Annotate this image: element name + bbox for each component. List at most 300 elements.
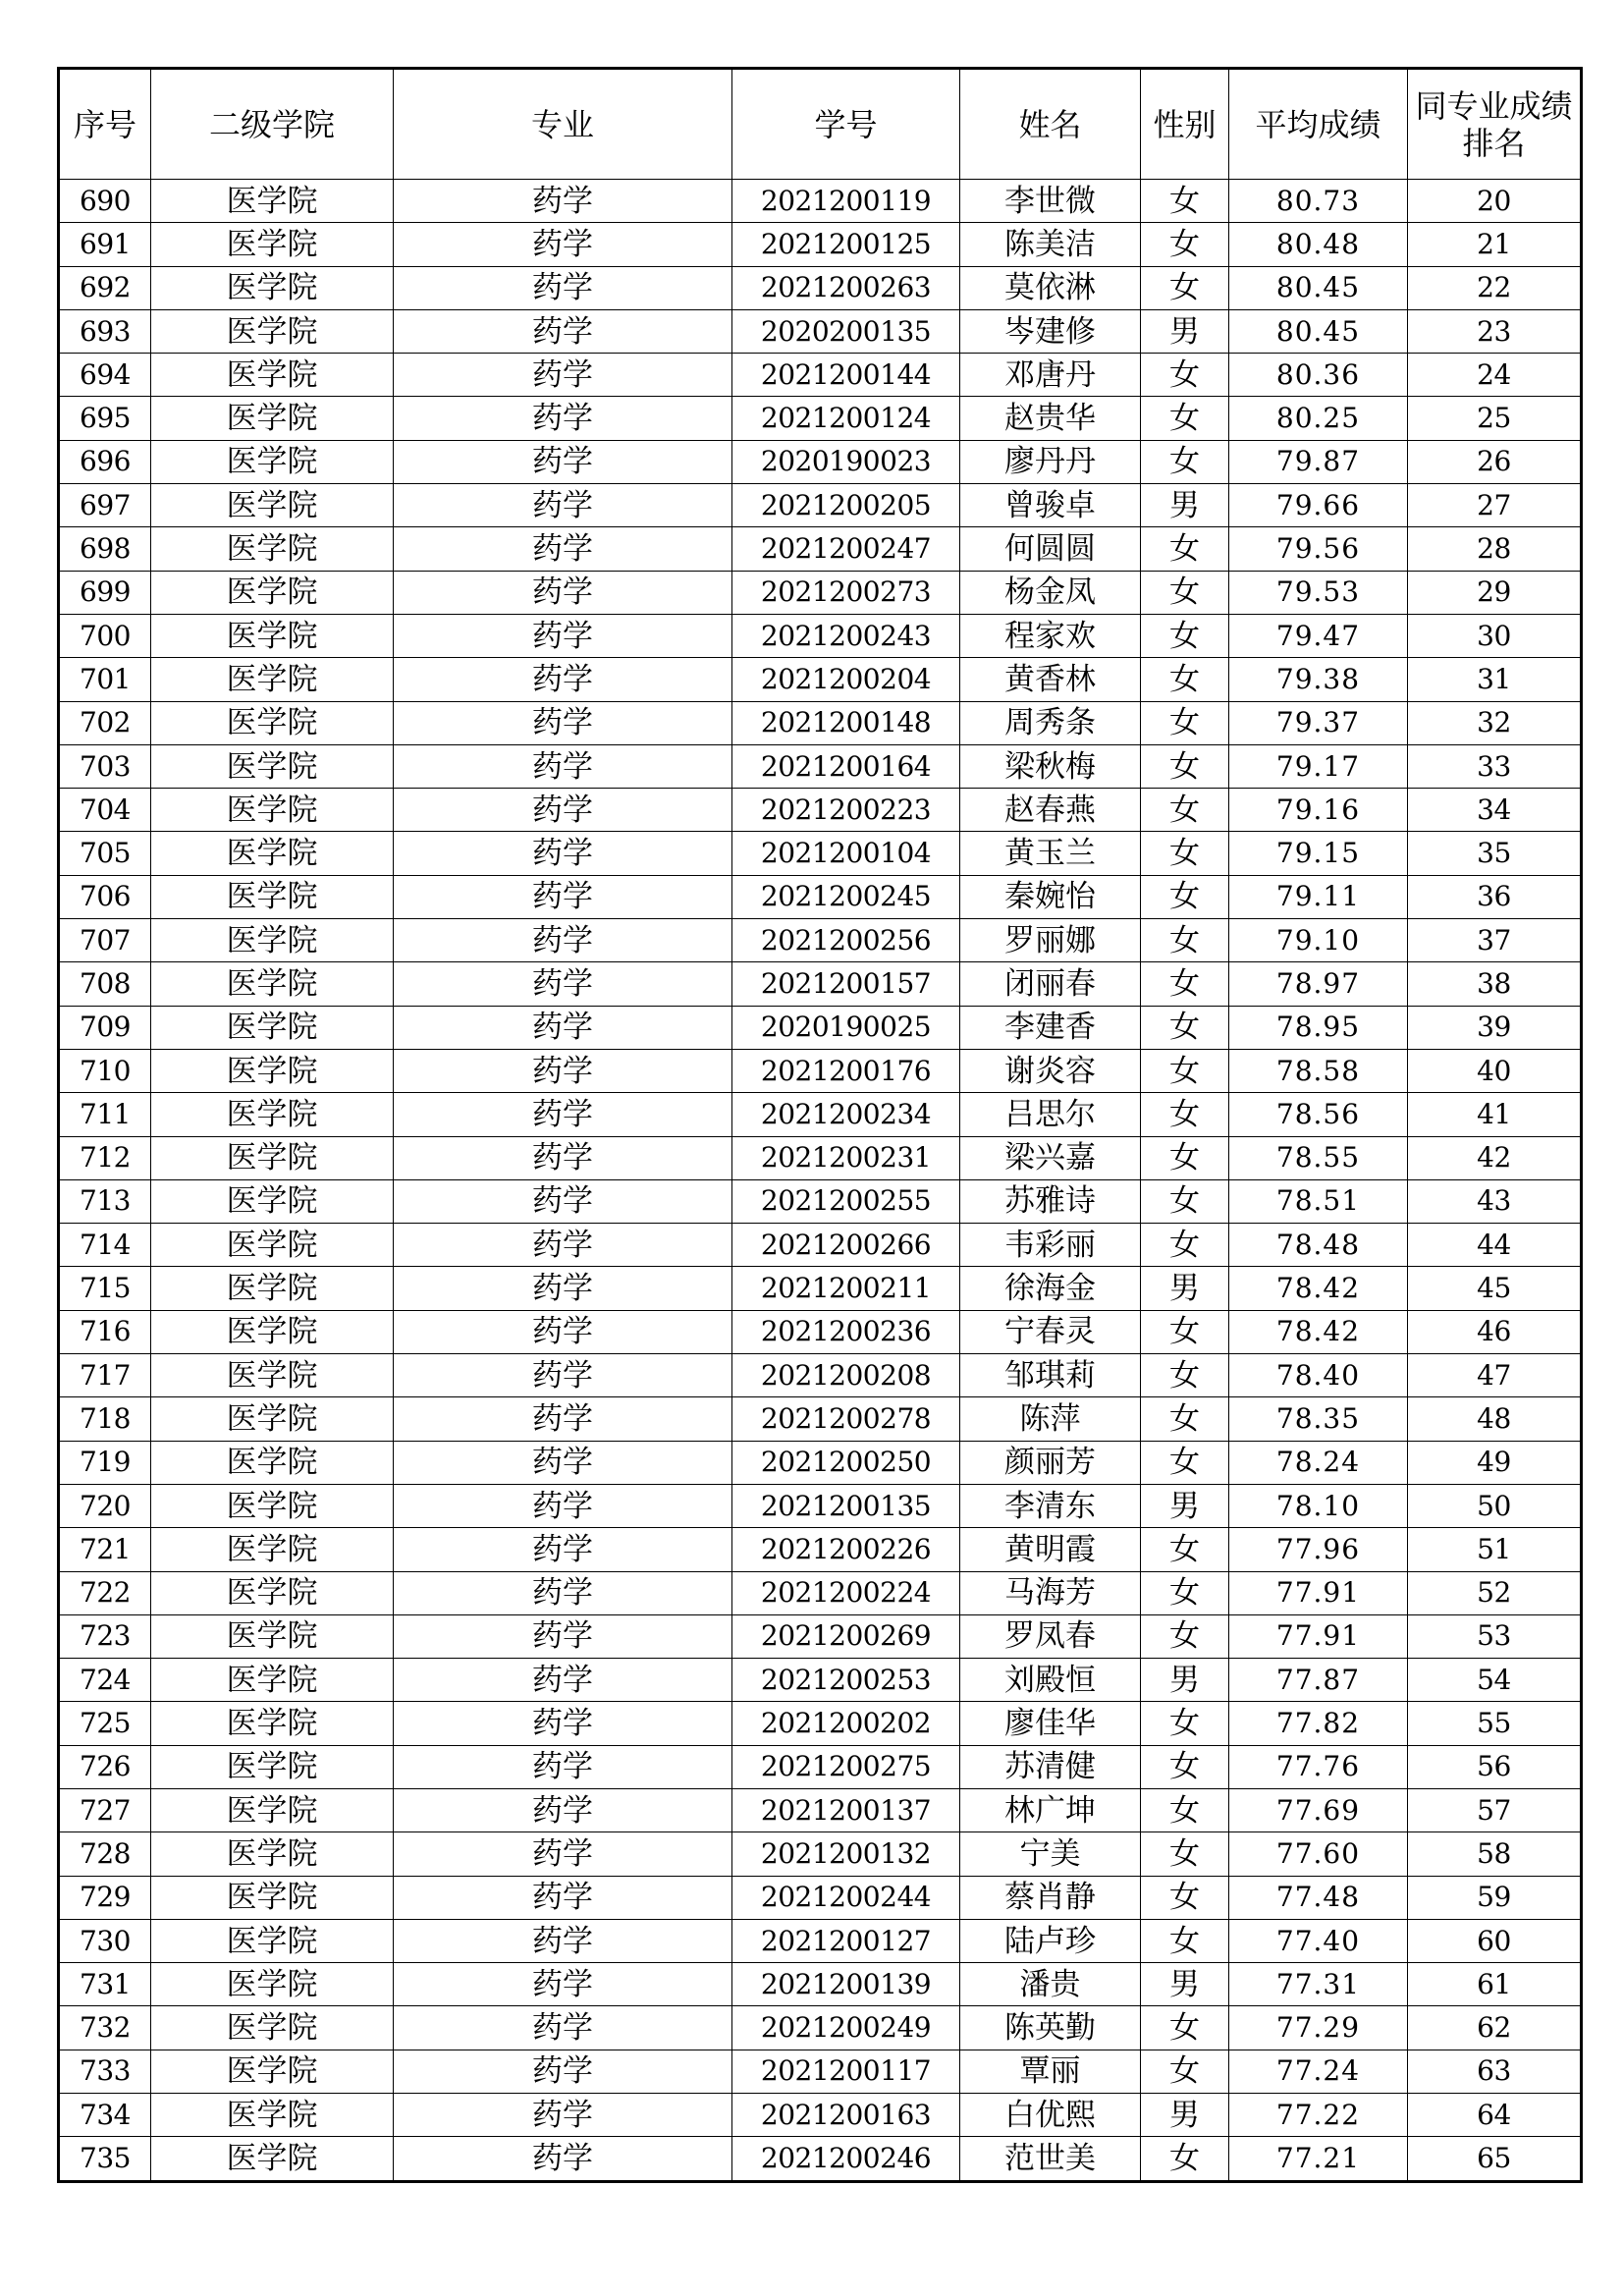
name-cell: 徐海金 bbox=[960, 1267, 1141, 1310]
college-cell: 医学院 bbox=[151, 1441, 394, 1484]
student-id-cell: 2021200236 bbox=[732, 1310, 960, 1353]
header-avg-score: 平均成绩 bbox=[1229, 69, 1408, 180]
table-row bbox=[59, 1702, 1582, 1745]
table-row bbox=[59, 962, 1582, 1006]
college-cell: 医学院 bbox=[151, 1702, 394, 1745]
name-cell: 李建香 bbox=[960, 1006, 1141, 1049]
major-cell: 药学 bbox=[394, 875, 732, 918]
name-cell: 李世微 bbox=[960, 180, 1141, 223]
table-row bbox=[59, 1093, 1582, 1136]
student-id-cell: 2021200137 bbox=[732, 1788, 960, 1831]
table-row bbox=[59, 1788, 1582, 1831]
table-row bbox=[59, 1659, 1582, 1702]
student-id-cell: 2021200226 bbox=[732, 1528, 960, 1571]
name-cell: 何圆圆 bbox=[960, 527, 1141, 571]
table-row bbox=[59, 2050, 1582, 2093]
table-row bbox=[59, 1006, 1582, 1049]
rank-cell: 25 bbox=[1408, 397, 1582, 440]
seq-cell: 733 bbox=[59, 2050, 151, 2093]
student-id-cell: 2021200148 bbox=[732, 701, 960, 744]
college-cell: 医学院 bbox=[151, 1049, 394, 1092]
student-id-cell: 2021200234 bbox=[732, 1093, 960, 1136]
gender-cell: 女 bbox=[1141, 875, 1229, 918]
gender-cell: 女 bbox=[1141, 397, 1229, 440]
avg-score-cell: 79.10 bbox=[1229, 919, 1408, 962]
table-row bbox=[59, 354, 1582, 397]
college-cell: 医学院 bbox=[151, 1659, 394, 1702]
avg-score-cell: 77.40 bbox=[1229, 1919, 1408, 1962]
gender-cell: 男 bbox=[1141, 1484, 1229, 1527]
table-row bbox=[59, 527, 1582, 571]
table-row bbox=[59, 397, 1582, 440]
name-cell: 曾骏卓 bbox=[960, 484, 1141, 527]
student-id-cell: 2021200253 bbox=[732, 1659, 960, 1702]
seq-cell: 713 bbox=[59, 1179, 151, 1223]
name-cell: 蔡肖静 bbox=[960, 1876, 1141, 1919]
avg-score-cell: 80.25 bbox=[1229, 397, 1408, 440]
college-cell: 医学院 bbox=[151, 1614, 394, 1658]
seq-cell: 693 bbox=[59, 309, 151, 353]
rank-cell: 52 bbox=[1408, 1571, 1582, 1614]
major-cell: 药学 bbox=[394, 223, 732, 266]
student-id-cell: 2021200163 bbox=[732, 2094, 960, 2137]
major-cell: 药学 bbox=[394, 1484, 732, 1527]
gender-cell: 女 bbox=[1141, 1614, 1229, 1658]
seq-cell: 705 bbox=[59, 832, 151, 875]
seq-cell: 735 bbox=[59, 2137, 151, 2181]
student-id-cell: 2021200127 bbox=[732, 1919, 960, 1962]
rank-cell: 34 bbox=[1408, 789, 1582, 832]
major-cell: 药学 bbox=[394, 1788, 732, 1831]
table-row bbox=[59, 1614, 1582, 1658]
major-cell: 药学 bbox=[394, 2050, 732, 2093]
avg-score-cell: 78.97 bbox=[1229, 962, 1408, 1006]
name-cell: 马海芳 bbox=[960, 1571, 1141, 1614]
avg-score-cell: 79.47 bbox=[1229, 614, 1408, 657]
rank-cell: 44 bbox=[1408, 1224, 1582, 1267]
major-cell: 药学 bbox=[394, 658, 732, 701]
college-cell: 医学院 bbox=[151, 2050, 394, 2093]
seq-cell: 729 bbox=[59, 1876, 151, 1919]
rank-cell: 47 bbox=[1408, 1354, 1582, 1397]
avg-score-cell: 78.42 bbox=[1229, 1267, 1408, 1310]
student-id-cell: 2021200211 bbox=[732, 1267, 960, 1310]
student-id-cell: 2021200144 bbox=[732, 354, 960, 397]
header-student-id: 学号 bbox=[732, 69, 960, 180]
major-cell: 药学 bbox=[394, 2137, 732, 2181]
seq-cell: 710 bbox=[59, 1049, 151, 1092]
gender-cell: 女 bbox=[1141, 701, 1229, 744]
college-cell: 医学院 bbox=[151, 1832, 394, 1876]
gender-cell: 女 bbox=[1141, 1354, 1229, 1397]
name-cell: 梁兴嘉 bbox=[960, 1136, 1141, 1179]
seq-cell: 714 bbox=[59, 1224, 151, 1267]
college-cell: 医学院 bbox=[151, 2094, 394, 2137]
name-cell: 黄玉兰 bbox=[960, 832, 1141, 875]
rank-cell: 65 bbox=[1408, 2137, 1582, 2181]
student-id-cell: 2021200255 bbox=[732, 1179, 960, 1223]
rank-cell: 24 bbox=[1408, 354, 1582, 397]
gender-cell: 女 bbox=[1141, 1528, 1229, 1571]
seq-cell: 695 bbox=[59, 397, 151, 440]
seq-cell: 712 bbox=[59, 1136, 151, 1179]
college-cell: 医学院 bbox=[151, 832, 394, 875]
table-row bbox=[59, 1876, 1582, 1919]
seq-cell: 703 bbox=[59, 744, 151, 788]
gender-cell: 女 bbox=[1141, 1224, 1229, 1267]
college-cell: 医学院 bbox=[151, 744, 394, 788]
name-cell: 林广坤 bbox=[960, 1788, 1141, 1831]
avg-score-cell: 77.31 bbox=[1229, 1963, 1408, 2006]
college-cell: 医学院 bbox=[151, 1919, 394, 1962]
table-row bbox=[59, 1745, 1582, 1788]
name-cell: 陈萍 bbox=[960, 1397, 1141, 1441]
major-cell: 药学 bbox=[394, 354, 732, 397]
rank-cell: 50 bbox=[1408, 1484, 1582, 1527]
seq-cell: 699 bbox=[59, 571, 151, 614]
college-cell: 医学院 bbox=[151, 2137, 394, 2181]
name-cell: 刘殿恒 bbox=[960, 1659, 1141, 1702]
rank-cell: 26 bbox=[1408, 440, 1582, 483]
rank-cell: 64 bbox=[1408, 2094, 1582, 2137]
name-cell: 赵春燕 bbox=[960, 789, 1141, 832]
name-cell: 范世美 bbox=[960, 2137, 1141, 2181]
college-cell: 医学院 bbox=[151, 1006, 394, 1049]
major-cell: 药学 bbox=[394, 1006, 732, 1049]
student-id-cell: 2021200273 bbox=[732, 571, 960, 614]
seq-cell: 696 bbox=[59, 440, 151, 483]
major-cell: 药学 bbox=[394, 701, 732, 744]
college-cell: 医学院 bbox=[151, 962, 394, 1006]
student-id-cell: 2021200104 bbox=[732, 832, 960, 875]
name-cell: 覃丽 bbox=[960, 2050, 1141, 2093]
rank-cell: 59 bbox=[1408, 1876, 1582, 1919]
gender-cell: 女 bbox=[1141, 1919, 1229, 1962]
table-row bbox=[59, 440, 1582, 483]
student-id-cell: 2021200117 bbox=[732, 2050, 960, 2093]
gender-cell: 女 bbox=[1141, 2050, 1229, 2093]
gender-cell: 女 bbox=[1141, 614, 1229, 657]
gender-cell: 男 bbox=[1141, 1659, 1229, 1702]
avg-score-cell: 78.24 bbox=[1229, 1441, 1408, 1484]
name-cell: 程家欢 bbox=[960, 614, 1141, 657]
college-cell: 医学院 bbox=[151, 614, 394, 657]
seq-cell: 717 bbox=[59, 1354, 151, 1397]
avg-score-cell: 78.56 bbox=[1229, 1093, 1408, 1136]
table-row bbox=[59, 266, 1582, 309]
seq-cell: 719 bbox=[59, 1441, 151, 1484]
name-cell: 秦婉怡 bbox=[960, 875, 1141, 918]
seq-cell: 730 bbox=[59, 1919, 151, 1962]
avg-score-cell: 77.87 bbox=[1229, 1659, 1408, 1702]
gender-cell: 女 bbox=[1141, 1832, 1229, 1876]
avg-score-cell: 79.11 bbox=[1229, 875, 1408, 918]
seq-cell: 716 bbox=[59, 1310, 151, 1353]
header-row bbox=[59, 69, 1582, 180]
seq-cell: 721 bbox=[59, 1528, 151, 1571]
avg-score-cell: 79.15 bbox=[1229, 832, 1408, 875]
table-row bbox=[59, 1832, 1582, 1876]
student-id-cell: 2021200245 bbox=[732, 875, 960, 918]
student-id-cell: 2021200247 bbox=[732, 527, 960, 571]
student-id-cell: 2021200263 bbox=[732, 266, 960, 309]
student-id-cell: 2021200249 bbox=[732, 2006, 960, 2050]
seq-cell: 701 bbox=[59, 658, 151, 701]
rank-cell: 42 bbox=[1408, 1136, 1582, 1179]
table-row bbox=[59, 309, 1582, 353]
gender-cell: 女 bbox=[1141, 1745, 1229, 1788]
gender-cell: 女 bbox=[1141, 1179, 1229, 1223]
college-cell: 医学院 bbox=[151, 1179, 394, 1223]
avg-score-cell: 78.58 bbox=[1229, 1049, 1408, 1092]
major-cell: 药学 bbox=[394, 919, 732, 962]
rank-cell: 35 bbox=[1408, 832, 1582, 875]
student-id-cell: 2021200164 bbox=[732, 744, 960, 788]
rank-cell: 61 bbox=[1408, 1963, 1582, 2006]
college-cell: 医学院 bbox=[151, 2006, 394, 2050]
major-cell: 药学 bbox=[394, 962, 732, 1006]
rank-cell: 58 bbox=[1408, 1832, 1582, 1876]
major-cell: 药学 bbox=[394, 397, 732, 440]
avg-score-cell: 79.37 bbox=[1229, 701, 1408, 744]
major-cell: 药学 bbox=[394, 484, 732, 527]
major-cell: 药学 bbox=[394, 440, 732, 483]
avg-score-cell: 77.91 bbox=[1229, 1614, 1408, 1658]
name-cell: 周秀条 bbox=[960, 701, 1141, 744]
seq-cell: 697 bbox=[59, 484, 151, 527]
major-cell: 药学 bbox=[394, 1224, 732, 1267]
rank-cell: 63 bbox=[1408, 2050, 1582, 2093]
header-seq: 序号 bbox=[59, 69, 151, 180]
seq-cell: 732 bbox=[59, 2006, 151, 2050]
seq-cell: 727 bbox=[59, 1788, 151, 1831]
seq-cell: 691 bbox=[59, 223, 151, 266]
name-cell: 白优熙 bbox=[960, 2094, 1141, 2137]
rank-cell: 51 bbox=[1408, 1528, 1582, 1571]
college-cell: 医学院 bbox=[151, 1224, 394, 1267]
table-row bbox=[59, 1571, 1582, 1614]
seq-cell: 723 bbox=[59, 1614, 151, 1658]
avg-score-cell: 77.69 bbox=[1229, 1788, 1408, 1831]
table-row bbox=[59, 1310, 1582, 1353]
name-cell: 潘贵 bbox=[960, 1963, 1141, 2006]
name-cell: 杨金凤 bbox=[960, 571, 1141, 614]
seq-cell: 726 bbox=[59, 1745, 151, 1788]
gender-cell: 男 bbox=[1141, 309, 1229, 353]
college-cell: 医学院 bbox=[151, 919, 394, 962]
major-cell: 药学 bbox=[394, 1614, 732, 1658]
name-cell: 苏雅诗 bbox=[960, 1179, 1141, 1223]
rank-cell: 56 bbox=[1408, 1745, 1582, 1788]
seq-cell: 704 bbox=[59, 789, 151, 832]
name-cell: 黄明霞 bbox=[960, 1528, 1141, 1571]
avg-score-cell: 78.55 bbox=[1229, 1136, 1408, 1179]
college-cell: 医学院 bbox=[151, 397, 394, 440]
college-cell: 医学院 bbox=[151, 1310, 394, 1353]
rank-cell: 45 bbox=[1408, 1267, 1582, 1310]
name-cell: 黄香林 bbox=[960, 658, 1141, 701]
college-cell: 医学院 bbox=[151, 1963, 394, 2006]
seq-cell: 694 bbox=[59, 354, 151, 397]
avg-score-cell: 77.48 bbox=[1229, 1876, 1408, 1919]
college-cell: 医学院 bbox=[151, 1745, 394, 1788]
name-cell: 闭丽春 bbox=[960, 962, 1141, 1006]
gender-cell: 女 bbox=[1141, 1571, 1229, 1614]
gender-cell: 女 bbox=[1141, 744, 1229, 788]
seq-cell: 722 bbox=[59, 1571, 151, 1614]
seq-cell: 711 bbox=[59, 1093, 151, 1136]
name-cell: 邓唐丹 bbox=[960, 354, 1141, 397]
major-cell: 药学 bbox=[394, 571, 732, 614]
gender-cell: 男 bbox=[1141, 1963, 1229, 2006]
major-cell: 药学 bbox=[394, 527, 732, 571]
college-cell: 医学院 bbox=[151, 875, 394, 918]
student-id-cell: 2021200243 bbox=[732, 614, 960, 657]
table-row bbox=[59, 2006, 1582, 2050]
major-cell: 药学 bbox=[394, 1832, 732, 1876]
gender-cell: 女 bbox=[1141, 1876, 1229, 1919]
avg-score-cell: 78.95 bbox=[1229, 1006, 1408, 1049]
table-row bbox=[59, 223, 1582, 266]
student-id-cell: 2021200202 bbox=[732, 1702, 960, 1745]
seq-cell: 731 bbox=[59, 1963, 151, 2006]
seq-cell: 707 bbox=[59, 919, 151, 962]
rank-cell: 30 bbox=[1408, 614, 1582, 657]
major-cell: 药学 bbox=[394, 1919, 732, 1962]
name-cell: 梁秋梅 bbox=[960, 744, 1141, 788]
gender-cell: 女 bbox=[1141, 789, 1229, 832]
table-row bbox=[59, 2137, 1582, 2181]
college-cell: 医学院 bbox=[151, 1876, 394, 1919]
major-cell: 药学 bbox=[394, 1136, 732, 1179]
rank-cell: 60 bbox=[1408, 1919, 1582, 1962]
rank-cell: 20 bbox=[1408, 180, 1582, 223]
seq-cell: 718 bbox=[59, 1397, 151, 1441]
avg-score-cell: 79.66 bbox=[1229, 484, 1408, 527]
gender-cell: 女 bbox=[1141, 1788, 1229, 1831]
college-cell: 医学院 bbox=[151, 527, 394, 571]
avg-score-cell: 80.45 bbox=[1229, 309, 1408, 353]
college-cell: 医学院 bbox=[151, 1788, 394, 1831]
student-id-cell: 2021200205 bbox=[732, 484, 960, 527]
name-cell: 陈美洁 bbox=[960, 223, 1141, 266]
major-cell: 药学 bbox=[394, 832, 732, 875]
avg-score-cell: 77.96 bbox=[1229, 1528, 1408, 1571]
rank-cell: 36 bbox=[1408, 875, 1582, 918]
table-row bbox=[59, 1354, 1582, 1397]
avg-score-cell: 79.16 bbox=[1229, 789, 1408, 832]
student-id-cell: 2021200119 bbox=[732, 180, 960, 223]
gender-cell: 男 bbox=[1141, 484, 1229, 527]
major-cell: 药学 bbox=[394, 1441, 732, 1484]
gender-cell: 女 bbox=[1141, 1049, 1229, 1092]
table-row bbox=[59, 1136, 1582, 1179]
avg-score-cell: 78.42 bbox=[1229, 1310, 1408, 1353]
rank-cell: 48 bbox=[1408, 1397, 1582, 1441]
gender-cell: 女 bbox=[1141, 2137, 1229, 2181]
gender-cell: 女 bbox=[1141, 440, 1229, 483]
major-cell: 药学 bbox=[394, 1963, 732, 2006]
name-cell: 宁美 bbox=[960, 1832, 1141, 1876]
student-id-cell: 2021200135 bbox=[732, 1484, 960, 1527]
header-rank: 同专业成绩排名 bbox=[1408, 69, 1582, 180]
student-id-cell: 2021200139 bbox=[732, 1963, 960, 2006]
table-header bbox=[59, 69, 1582, 180]
avg-score-cell: 80.73 bbox=[1229, 180, 1408, 223]
college-cell: 医学院 bbox=[151, 1571, 394, 1614]
name-cell: 李清东 bbox=[960, 1484, 1141, 1527]
college-cell: 医学院 bbox=[151, 1484, 394, 1527]
gender-cell: 女 bbox=[1141, 527, 1229, 571]
table-row bbox=[59, 1484, 1582, 1527]
gender-cell: 女 bbox=[1141, 1006, 1229, 1049]
table-body bbox=[59, 180, 1582, 2182]
table-row bbox=[59, 919, 1582, 962]
avg-score-cell: 79.38 bbox=[1229, 658, 1408, 701]
header-name: 姓名 bbox=[960, 69, 1141, 180]
name-cell: 罗凤春 bbox=[960, 1614, 1141, 1658]
student-id-cell: 2021200157 bbox=[732, 962, 960, 1006]
gender-cell: 女 bbox=[1141, 919, 1229, 962]
student-id-cell: 2020190025 bbox=[732, 1006, 960, 1049]
major-cell: 药学 bbox=[394, 1354, 732, 1397]
gender-cell: 女 bbox=[1141, 354, 1229, 397]
college-cell: 医学院 bbox=[151, 701, 394, 744]
gender-cell: 女 bbox=[1141, 2006, 1229, 2050]
table-row bbox=[59, 1049, 1582, 1092]
rank-cell: 38 bbox=[1408, 962, 1582, 1006]
rank-cell: 40 bbox=[1408, 1049, 1582, 1092]
major-cell: 药学 bbox=[394, 1049, 732, 1092]
student-id-cell: 2021200132 bbox=[732, 1832, 960, 1876]
student-id-cell: 2021200250 bbox=[732, 1441, 960, 1484]
table-row bbox=[59, 1441, 1582, 1484]
student-id-cell: 2021200125 bbox=[732, 223, 960, 266]
major-cell: 药学 bbox=[394, 1397, 732, 1441]
rank-cell: 28 bbox=[1408, 527, 1582, 571]
name-cell: 廖佳华 bbox=[960, 1702, 1141, 1745]
rank-cell: 27 bbox=[1408, 484, 1582, 527]
table-row bbox=[59, 571, 1582, 614]
major-cell: 药学 bbox=[394, 1571, 732, 1614]
rank-cell: 54 bbox=[1408, 1659, 1582, 1702]
avg-score-cell: 80.45 bbox=[1229, 266, 1408, 309]
table-row bbox=[59, 1267, 1582, 1310]
name-cell: 陆卢珍 bbox=[960, 1919, 1141, 1962]
major-cell: 药学 bbox=[394, 1702, 732, 1745]
avg-score-cell: 79.17 bbox=[1229, 744, 1408, 788]
seq-cell: 734 bbox=[59, 2094, 151, 2137]
college-cell: 医学院 bbox=[151, 1093, 394, 1136]
table-row bbox=[59, 1397, 1582, 1441]
seq-cell: 709 bbox=[59, 1006, 151, 1049]
rank-cell: 37 bbox=[1408, 919, 1582, 962]
avg-score-cell: 78.35 bbox=[1229, 1397, 1408, 1441]
seq-cell: 700 bbox=[59, 614, 151, 657]
college-cell: 医学院 bbox=[151, 789, 394, 832]
rank-cell: 33 bbox=[1408, 744, 1582, 788]
table-row bbox=[59, 701, 1582, 744]
avg-score-cell: 77.76 bbox=[1229, 1745, 1408, 1788]
table-row bbox=[59, 744, 1582, 788]
major-cell: 药学 bbox=[394, 1528, 732, 1571]
seq-cell: 728 bbox=[59, 1832, 151, 1876]
name-cell: 岑建修 bbox=[960, 309, 1141, 353]
student-id-cell: 2021200224 bbox=[732, 1571, 960, 1614]
table-row bbox=[59, 832, 1582, 875]
student-id-cell: 2021200278 bbox=[732, 1397, 960, 1441]
major-cell: 药学 bbox=[394, 789, 732, 832]
